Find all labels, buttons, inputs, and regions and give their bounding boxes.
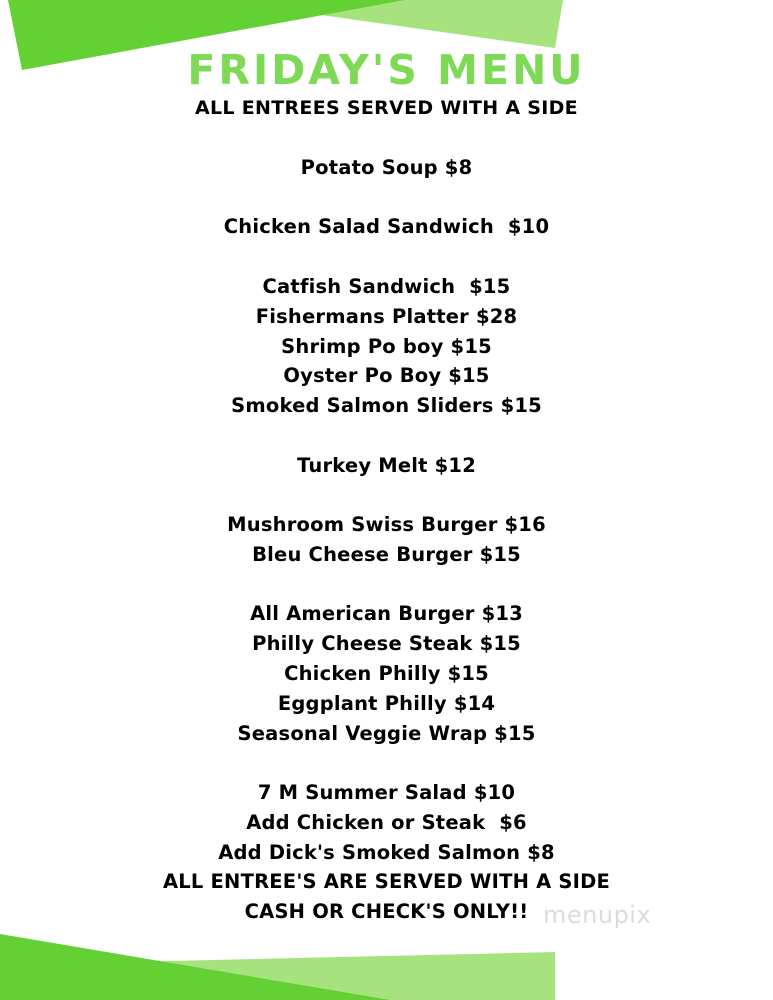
- menu-item: Potato Soup $8: [300, 156, 473, 179]
- menu-item: Seasonal Veggie Wrap $15: [237, 722, 536, 745]
- menu-item: Smoked Salmon Sliders $15: [231, 394, 542, 417]
- menu-item: Mushroom Swiss Burger $16: [227, 513, 546, 536]
- menu-item: Catfish Sandwich $15: [262, 275, 511, 298]
- menu-item: Philly Cheese Steak $15: [252, 632, 521, 655]
- menu-item: Bleu Cheese Burger $15: [252, 543, 521, 566]
- footer-note: ALL ENTREE'S ARE SERVED WITH A SIDE: [163, 870, 610, 893]
- menu-title: FRIDAY'S MENU: [187, 46, 586, 94]
- menu-item: Shrimp Po boy $15: [281, 335, 492, 358]
- menu-item: All American Burger $13: [250, 602, 523, 625]
- menu-item: Chicken Philly $15: [284, 662, 489, 685]
- menu-item: Add Dick's Smoked Salmon $8: [218, 841, 555, 864]
- menu-item: Oyster Po Boy $15: [283, 364, 490, 387]
- menu-item: Chicken Salad Sandwich $10: [223, 215, 550, 238]
- menu-item: Fishermans Platter $28: [255, 305, 518, 328]
- payment-note: CASH OR CHECK'S ONLY!!: [244, 900, 529, 923]
- menu-item: 7 M Summer Salad $10: [257, 781, 516, 804]
- watermark-logo: menupix: [543, 901, 652, 929]
- menu-item: Add Chicken or Steak $6: [246, 811, 527, 834]
- menu-subtitle: ALL ENTREES SERVED WITH A SIDE: [195, 97, 578, 119]
- menu-item: Turkey Melt $12: [297, 454, 476, 477]
- menu-item: Eggplant Philly $14: [277, 692, 496, 715]
